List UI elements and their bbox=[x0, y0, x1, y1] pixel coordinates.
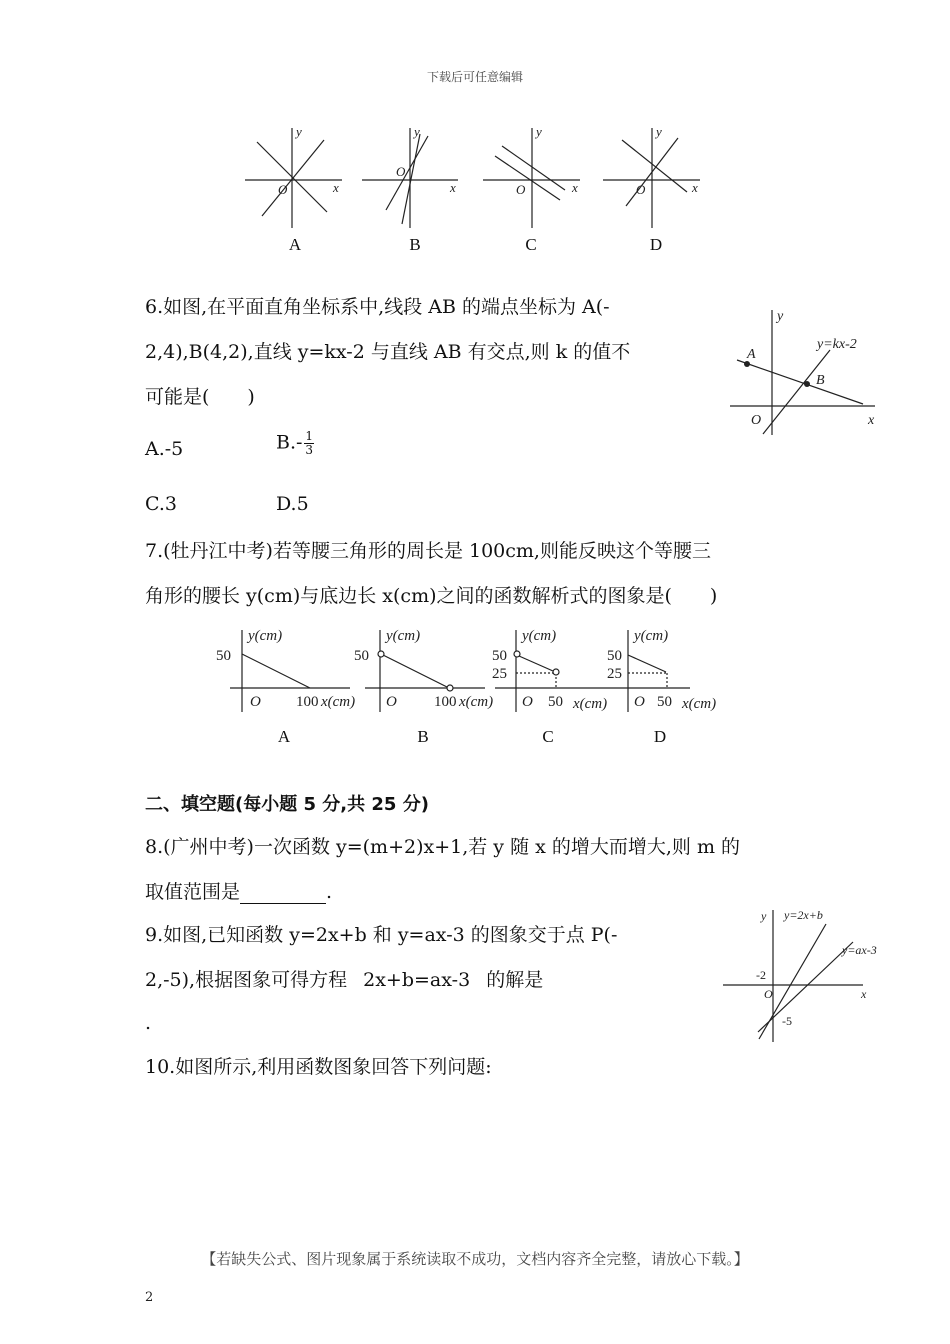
q9-graph-minus-5: -5 bbox=[782, 1014, 792, 1028]
q6-line-1: 6.如图,在平面直角坐标系中,线段 AB 的端点坐标为 A(- bbox=[145, 296, 610, 318]
q7-d-y-label: y(cm) bbox=[634, 628, 669, 644]
q6-option-c: C.3 bbox=[145, 493, 177, 515]
q7-d-25: 25 bbox=[607, 666, 622, 682]
fraction-numerator: 1 bbox=[305, 429, 314, 443]
q8-answer-blank[interactable] bbox=[240, 883, 326, 904]
q8-line-2 bbox=[145, 877, 332, 904]
svg-text:y: y bbox=[656, 124, 662, 139]
page-header: 下载后可任意编辑 bbox=[426, 70, 523, 84]
page-number: 2 bbox=[145, 1290, 154, 1305]
q5-graphs bbox=[240, 120, 710, 230]
svg-text:y: y bbox=[536, 124, 542, 139]
q7-d-50: 50 bbox=[607, 648, 622, 664]
q9-graph-line-1-label: y=2x+b bbox=[784, 908, 823, 922]
q6-option-b-fraction bbox=[304, 430, 314, 457]
q7-a-50: 50 bbox=[216, 648, 231, 664]
q7-b-50: 50 bbox=[354, 648, 369, 664]
q9-line-3: . bbox=[145, 1012, 152, 1034]
q5-graph-a bbox=[245, 128, 342, 228]
q5-option-c: C bbox=[525, 235, 537, 254]
q8-line-1: 8.(广州中考)一次函数 y=(m+2)x+1,若 y 随 x 的增大而增大,则 m 的 bbox=[145, 836, 741, 858]
svg-text:x: x bbox=[450, 180, 456, 195]
svg-text:x: x bbox=[572, 180, 578, 195]
q5-graph-c bbox=[483, 128, 580, 228]
q7-d-x-label: x(cm) bbox=[682, 696, 717, 712]
page-footer: 【若缺失公式、图片现象属于系统读取不成功，文档内容齐全完整，请放心下载。】 bbox=[201, 1250, 749, 1268]
q5-option-d: D bbox=[649, 235, 663, 254]
q6-graph-line-label: y=kx-2 bbox=[817, 337, 857, 352]
q10-line: 10.如图所示,利用函数图象回答下列问题: bbox=[145, 1056, 492, 1078]
q5-option-b: B bbox=[409, 235, 421, 254]
q7-b-x-label: x(cm) bbox=[459, 694, 494, 710]
q7-option-c: C bbox=[542, 727, 554, 746]
q7-c-x-label: x(cm) bbox=[573, 696, 608, 712]
q6-line-3: 可能是( ) bbox=[145, 386, 255, 408]
q7-option-d: D bbox=[653, 727, 667, 746]
q5-graph-b-labels bbox=[396, 124, 456, 195]
q6-option-b-prefix: B.- bbox=[276, 431, 303, 454]
q7-d-50-x: 50 bbox=[657, 694, 672, 710]
svg-text:O: O bbox=[396, 164, 406, 179]
q7-a-x-label: x(cm) bbox=[321, 694, 356, 710]
q9-line-2: 2,-5),根据图象可得方程 2x+b=ax-3 的解是 bbox=[145, 969, 544, 991]
q9-graph-origin: O bbox=[764, 987, 773, 1001]
fraction-denominator: 3 bbox=[305, 443, 314, 457]
svg-text:O: O bbox=[636, 182, 646, 197]
svg-text:y: y bbox=[414, 124, 420, 139]
q9-graph-y-label: y bbox=[761, 909, 767, 923]
q7-option-b: B bbox=[417, 727, 429, 746]
q6-graph bbox=[725, 300, 895, 440]
svg-text:y: y bbox=[296, 124, 302, 139]
q7-c-50: 50 bbox=[492, 648, 507, 664]
q7-a-origin: O bbox=[250, 694, 261, 710]
q7-graphs bbox=[210, 620, 740, 720]
q9-graph bbox=[718, 902, 898, 1044]
q5-graph-b bbox=[362, 128, 458, 228]
q7-line-2: 角形的腰长 y(cm)与底边长 x(cm)之间的函数解析式的图象是( ) bbox=[145, 585, 718, 607]
svg-text:x: x bbox=[692, 180, 698, 195]
q7-line-1: 7.(牡丹江中考)若等腰三角形的周长是 100cm,则能反映这个等腰三 bbox=[145, 540, 711, 562]
q8-line-2-end: . bbox=[326, 881, 333, 903]
q7-b-origin: O bbox=[386, 694, 397, 710]
q7-a-100: 100 bbox=[296, 694, 319, 710]
q9-graph-minus-2: -2 bbox=[756, 968, 766, 982]
q7-b-100: 100 bbox=[434, 694, 457, 710]
svg-text:O: O bbox=[278, 182, 288, 197]
q9-line-1: 9.如图,已知函数 y=2x+b 和 y=ax-3 的图象交于点 P(- bbox=[145, 924, 618, 946]
q6-graph-point-a: A bbox=[747, 347, 756, 362]
q6-graph-point-b: B bbox=[816, 373, 825, 388]
section-2-title: 二、填空题(每小题 5 分,共 25 分) bbox=[145, 794, 429, 815]
q7-c-origin: O bbox=[522, 694, 533, 710]
q5-graph-d bbox=[603, 128, 700, 228]
q7-a-y-label: y(cm) bbox=[248, 628, 283, 644]
svg-text:x: x bbox=[333, 180, 339, 195]
svg-text:O: O bbox=[516, 182, 526, 197]
q7-c-25: 25 bbox=[492, 666, 507, 682]
q5-graph-d-labels bbox=[636, 124, 698, 197]
q9-graph-line-2-label: y=ax-3 bbox=[842, 943, 877, 957]
q5-graph-c-labels bbox=[516, 124, 578, 197]
q9-graph-x-label: x bbox=[861, 987, 867, 1001]
q7-c-y-label: y(cm) bbox=[522, 628, 557, 644]
q6-option-b bbox=[276, 430, 314, 457]
q7-option-a: A bbox=[277, 727, 291, 746]
q7-d-origin: O bbox=[634, 694, 645, 710]
q5-option-a: A bbox=[288, 235, 302, 254]
q5-graph-a-labels bbox=[278, 124, 339, 197]
q8-line-2-text: 取值范围是 bbox=[145, 881, 241, 903]
q6-graph-x-label: x bbox=[868, 413, 875, 428]
q7-c-50-x: 50 bbox=[548, 694, 563, 710]
q6-option-d: D.5 bbox=[276, 493, 309, 515]
q6-graph-y-label: y bbox=[777, 309, 784, 324]
q6-option-a: A.-5 bbox=[145, 438, 184, 460]
q6-line-2: 2,4),B(4,2),直线 y=kx-2 与直线 AB 有交点,则 k 的值不 bbox=[145, 341, 631, 363]
q7-b-y-label: y(cm) bbox=[386, 628, 421, 644]
q6-graph-origin: O bbox=[751, 413, 762, 428]
